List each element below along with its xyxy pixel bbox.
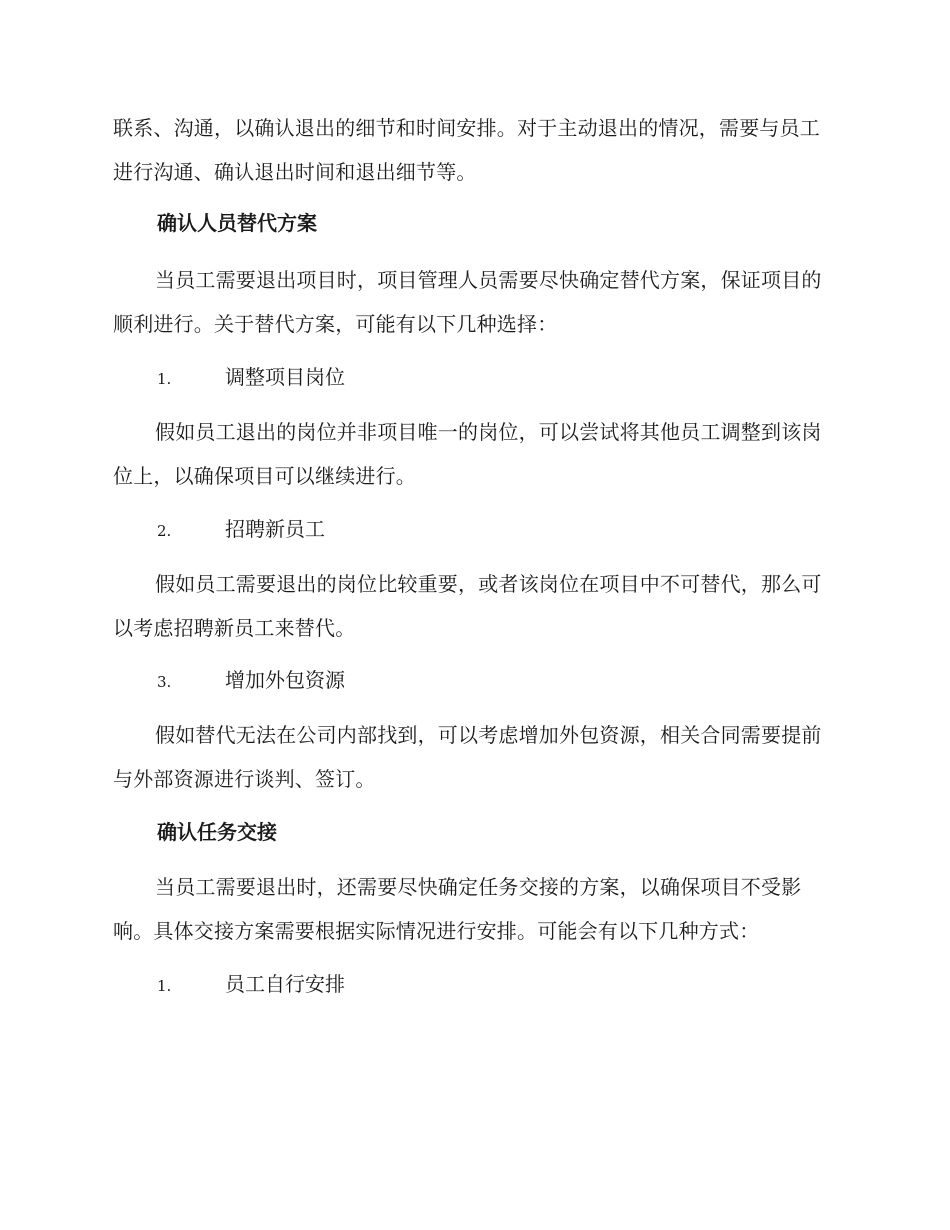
list-number: 1. <box>157 977 172 995</box>
paragraph-outsourcing: 假如替代无法在公司内部找到，可以考虑增加外包资源，相关合同需要提前与外部资源进行谈判、签订。 <box>113 723 822 791</box>
list-item-label: 员工自行安排 <box>225 972 345 996</box>
list-number: 2. <box>157 522 172 540</box>
list-number: 3. <box>157 673 172 691</box>
list-item-label: 增加外包资源 <box>225 668 345 692</box>
list-item-adjust-position <box>157 362 345 394</box>
paragraph-replacement-intro: 当员工需要退出项目时，项目管理人员需要尽快确定替代方案，保证项目的顺利进行。关于替代方案，可能有以下几种选择： <box>113 268 822 336</box>
list-item-hire-new <box>157 514 325 546</box>
list-item-label: 招聘新员工 <box>225 517 325 541</box>
list-number: 1. <box>157 370 172 388</box>
paragraph-adjust-position: 假如员工退出的岗位并非项目唯一的岗位，可以尝试将其他员工调整到该岗位上，以确保项目可以继续进行。 <box>113 420 822 488</box>
list-item-self-arrange <box>157 969 345 1001</box>
list-item-outsourcing <box>157 665 345 697</box>
list-item-label: 调整项目岗位 <box>225 365 345 389</box>
paragraph-handover-intro: 当员工需要退出时，还需要尽快确定任务交接的方案，以确保项目不受影响。具体交接方案需要根据实际情况进行安排。可能会有以下几种方式： <box>113 875 802 943</box>
section-heading-replacement-plan: 确认人员替代方案 <box>157 211 317 235</box>
paragraph-exit-communication: 联系、沟通，以确认退出的细节和时间安排。对于主动退出的情况，需要与员工进行沟通、确认退出时间和退出细节等。 <box>113 116 820 184</box>
paragraph-hire-new: 假如员工需要退出的岗位比较重要，或者该岗位在项目中不可替代，那么可以考虑招聘新员工来替代。 <box>113 572 822 640</box>
section-heading-task-handover: 确认任务交接 <box>157 820 277 844</box>
